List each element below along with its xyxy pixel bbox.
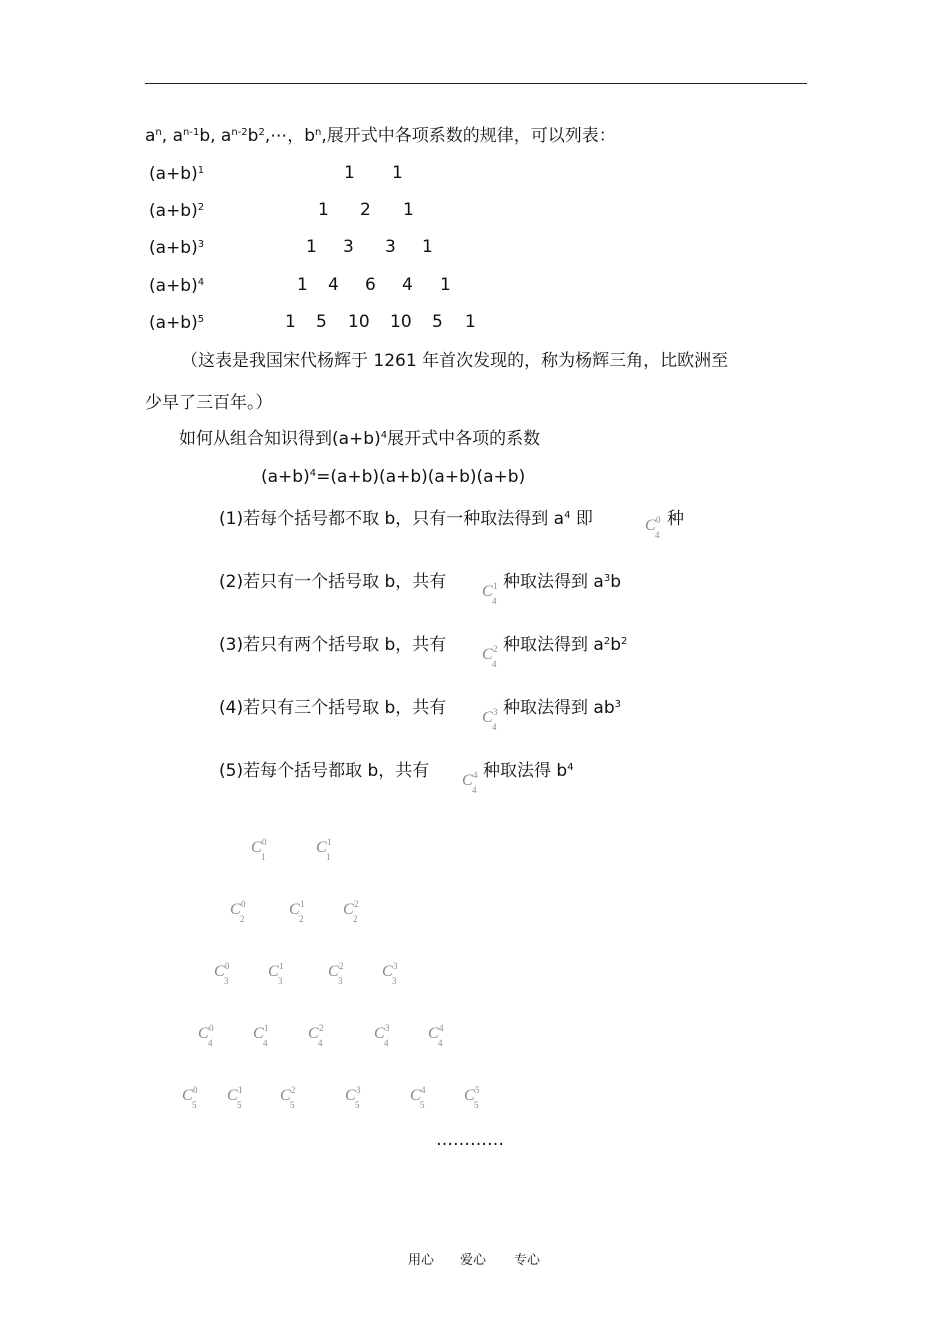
combination-symbol: C 3 5 xyxy=(345,1085,361,1110)
combination-symbol: C 0 4 xyxy=(645,515,661,540)
case-1: (1)若每个括号都不取 b，只有一种取法得到 $a^4$ 即 xyxy=(219,509,593,529)
triangle-value: 10 xyxy=(390,312,412,332)
case-2-tail: 种取法得到 $a^3b$ xyxy=(503,572,621,592)
triangle-value: 1 xyxy=(285,312,296,332)
triangle-value: 1 xyxy=(403,200,414,220)
combination-symbol: C 4 4 xyxy=(428,1023,444,1048)
combination-symbol: C 1 1 xyxy=(316,837,332,862)
case-3: (3)若只有两个括号取 b，共有 xyxy=(219,635,447,655)
case-4: (4)若只有三个括号取 b，共有 xyxy=(219,698,447,718)
combination-symbol: C 3 4 xyxy=(374,1023,390,1048)
combination-symbol: C 1 4 xyxy=(482,581,498,606)
combination-symbol: C 4 5 xyxy=(410,1085,426,1110)
combination-symbol: C 1 3 xyxy=(268,961,284,986)
header-rule xyxy=(145,83,807,84)
triangle-value: 1 xyxy=(318,200,329,220)
triangle-value: 1 xyxy=(440,275,451,295)
case-2: (2)若只有一个括号取 b，共有 xyxy=(219,572,447,592)
case-3-tail: 种取法得到 $a^2b^2$ xyxy=(503,635,628,655)
triangle-value: 1 xyxy=(306,237,317,257)
triangle-value: 4 xyxy=(328,275,339,295)
triangle-value: 10 xyxy=(348,312,370,332)
combination-symbol: C 3 3 xyxy=(382,961,398,986)
triangle-value: 1 xyxy=(422,237,433,257)
footer-text-3: 专心 xyxy=(514,1253,541,1268)
row-label: $(a+b)^5$ xyxy=(149,313,205,333)
combination-symbol: C 1 4 xyxy=(253,1023,269,1048)
combination-symbol: C 0 5 xyxy=(182,1085,198,1110)
note-line-1: （这表是我国宋代杨辉于 1261 年首次发现的，称为杨辉三角，比欧洲至 xyxy=(181,351,729,371)
combination-symbol: C 1 2 xyxy=(289,899,305,924)
case-1-tail: 种 xyxy=(667,509,684,529)
triangle-value: 2 xyxy=(360,200,371,220)
combination-symbol: C 2 2 xyxy=(343,899,359,924)
triangle-value: 5 xyxy=(316,312,327,332)
combination-symbol: C 3 4 xyxy=(482,707,498,732)
triangle-value: 6 xyxy=(365,275,376,295)
combination-symbol: C 4 4 xyxy=(462,770,478,795)
combination-symbol: C 0 2 xyxy=(230,899,246,924)
triangle-value: 3 xyxy=(385,237,396,257)
expansion-line: $(a+b)^4=(a+b)(a+b)(a+b)(a+b)$ xyxy=(261,467,526,487)
question-line: 如何从组合知识得到$(a+b)^4$展开式中各项的系数 xyxy=(179,429,541,449)
case-4-tail: 种取法得到 $ab^3$ xyxy=(503,698,621,718)
row-label: $(a+b)^3$ xyxy=(149,238,205,258)
intro-line: $a^n$, $a^{n-1}b$, $a^{n-2}b^2,\cdots$，$b^n$,展开式中各项系数的规律，可以列表： xyxy=(145,126,616,146)
combination-symbol: C 2 5 xyxy=(280,1085,296,1110)
row-label: $(a+b)^1$ xyxy=(149,164,205,184)
case-5: (5)若每个括号都取 b，共有 xyxy=(219,761,430,781)
triangle-value: 4 xyxy=(402,275,413,295)
note-line-2: 少早了三百年。） xyxy=(145,393,273,413)
combination-symbol: C 2 3 xyxy=(328,961,344,986)
combination-symbol: C 0 4 xyxy=(198,1023,214,1048)
triangle-value: 3 xyxy=(343,237,354,257)
combination-symbol: C 0 3 xyxy=(214,961,230,986)
combination-symbol: C 2 4 xyxy=(482,644,498,669)
row-label: $(a+b)^4$ xyxy=(149,276,205,296)
footer-text-1: 用心 xyxy=(408,1253,435,1268)
footer-text-2: 爱心 xyxy=(460,1253,487,1268)
case-5-tail: 种取法得 $b^4$ xyxy=(483,761,574,781)
row-label: $(a+b)^2$ xyxy=(149,201,205,221)
triangle-value: 1 xyxy=(392,163,403,183)
triangle-value: 1 xyxy=(465,312,476,332)
combination-symbol: C 2 4 xyxy=(308,1023,324,1048)
triangle-value: 1 xyxy=(344,163,355,183)
combination-symbol: C 5 5 xyxy=(464,1085,480,1110)
triangle-value: 5 xyxy=(432,312,443,332)
combination-symbol: C 0 1 xyxy=(251,837,267,862)
combination-symbol: C 1 5 xyxy=(227,1085,243,1110)
triangle-value: 1 xyxy=(297,275,308,295)
ellipsis: ………… xyxy=(436,1130,504,1150)
